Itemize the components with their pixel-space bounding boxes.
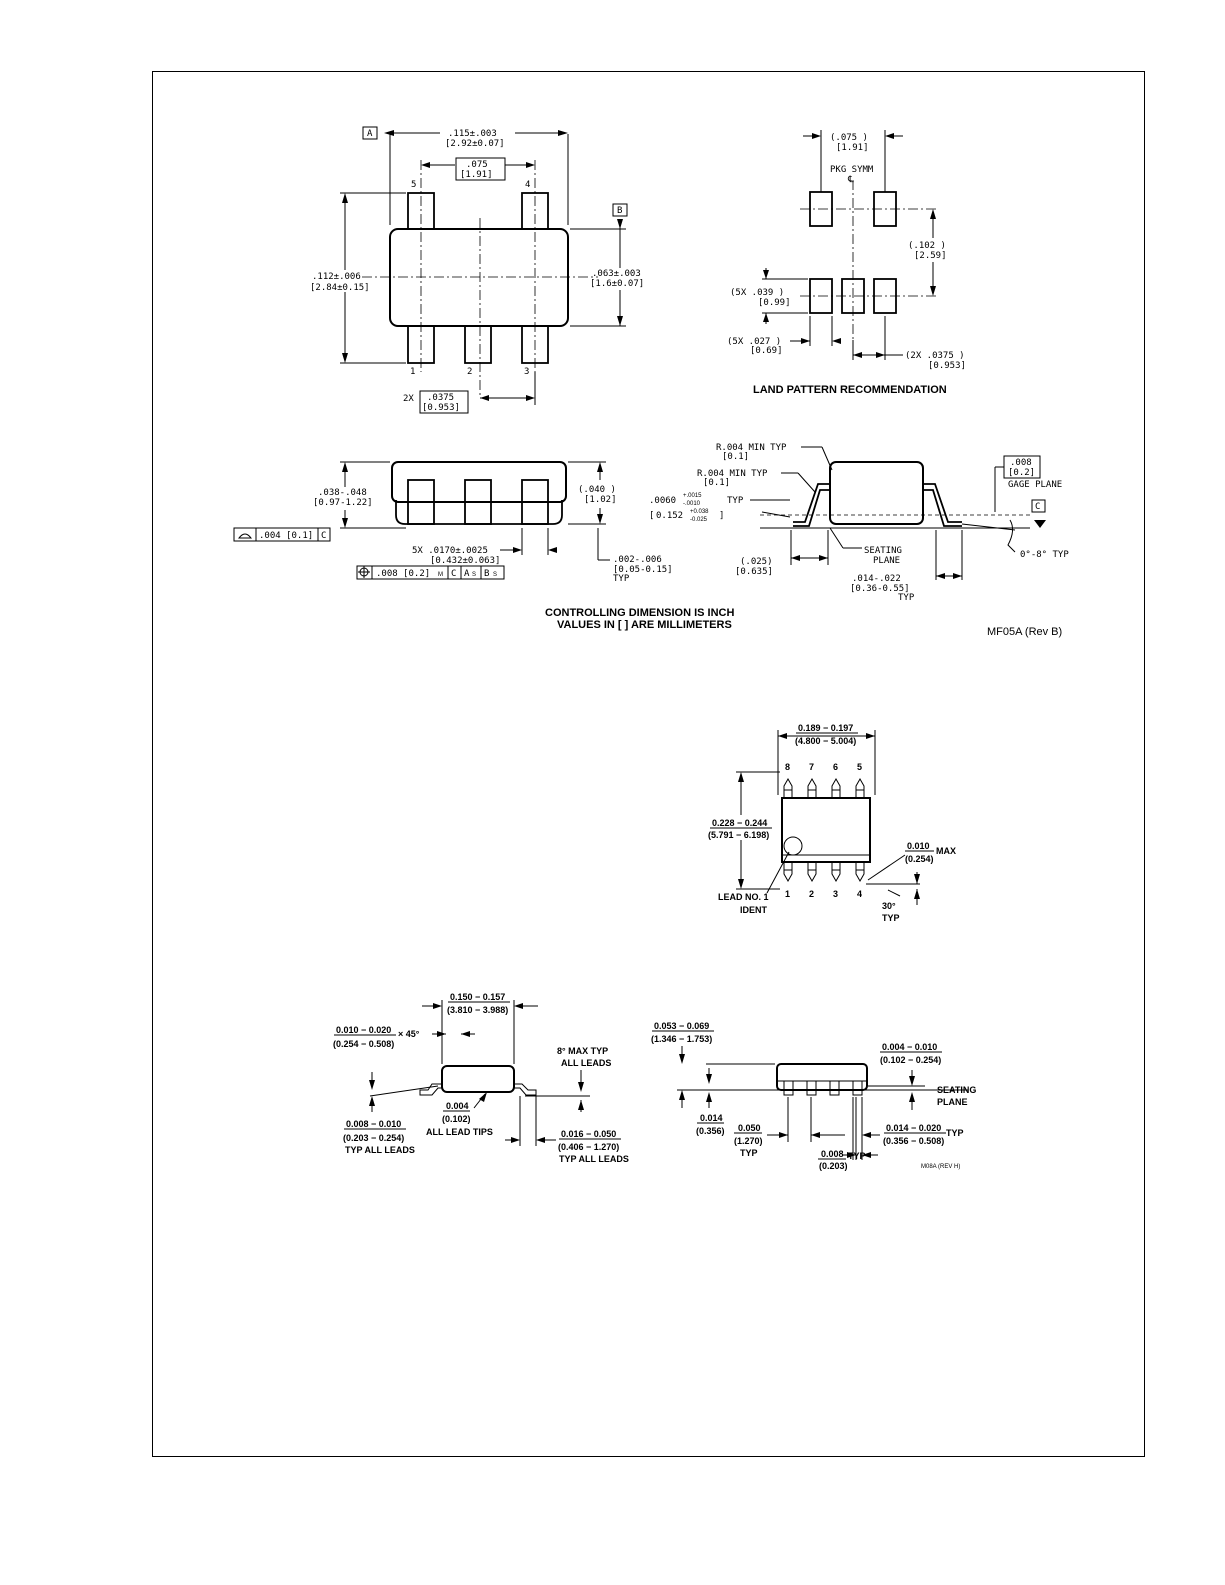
end-len: .014-.022 — [852, 574, 901, 584]
soic-lead1-ident: IDENT — [740, 905, 767, 915]
sot23-pitch: .0375 — [427, 393, 455, 403]
sot23-side-view — [234, 462, 673, 584]
end-lead-t: .0060 — [649, 496, 677, 506]
soic-foot-label: TYP ALL LEADS — [559, 1154, 629, 1164]
pin-5: 5 — [411, 180, 417, 190]
sot23-body-w-mm: [1.6±0.07] — [590, 279, 645, 289]
soic-chamfer-mm: (0.254 − 0.508) — [333, 1039, 395, 1049]
land-pad-len: (5X .039 ) — [730, 288, 785, 298]
soic-lt-mm: (0.203) — [819, 1161, 848, 1171]
soic-end-w: 0.150 − 0.157 — [450, 992, 506, 1002]
end-lead-t-mm: 0.152 — [656, 511, 684, 521]
end-len-typ: TYP — [898, 593, 915, 603]
sot23-rev: MF05A (Rev B) — [987, 626, 1063, 638]
soic-width-mm: (5.791 − 6.198) — [708, 830, 770, 840]
soic-seat1: SEATING — [937, 1085, 977, 1095]
soic-end-w-mm: (3.810 − 3.988) — [447, 1005, 509, 1015]
datum-c: C — [1035, 502, 1041, 512]
sot23-body-w: .063±.003 — [592, 269, 641, 279]
soic-lead-angle2: ALL LEADS — [561, 1058, 612, 1068]
soic-pin-8: 8 — [785, 762, 791, 772]
soic-side-h-mm: (1.346 − 1.753) — [651, 1034, 713, 1044]
pin-3: 3 — [524, 367, 530, 377]
pin-4: 4 — [525, 180, 531, 190]
soic-ang-typ: TYP — [882, 913, 900, 923]
pin-1: 1 — [410, 367, 416, 377]
soic-foot-mm: (0.406 − 1.270) — [558, 1142, 620, 1152]
soic-side-p: 0.014 — [700, 1113, 723, 1123]
end-len-mm: [0.36-0.55] — [850, 584, 910, 594]
land-pitch2: (.075 ) — [830, 133, 868, 143]
mod-s2: S — [493, 572, 498, 578]
sot23-height: .112±.006 — [312, 272, 361, 282]
end-r2: R.004 MIN TYP — [697, 469, 768, 479]
land-pad-pitch-mm: [0.953] — [928, 361, 966, 371]
end-foot: (.025) — [740, 557, 773, 567]
soic-max-mm: (0.254) — [905, 854, 934, 864]
mod-s: S — [472, 572, 477, 578]
end-typ: TYP — [727, 496, 744, 506]
end-gage-label: GAGE PLANE — [1008, 480, 1063, 490]
soic-lw: 0.014 − 0.020 — [886, 1123, 942, 1133]
soic-bottom-pins — [784, 862, 864, 881]
soic-side-view — [651, 1021, 976, 1171]
soic-pitch-mm: (1.270) — [734, 1136, 763, 1146]
end-lead-t-up: +.0015 — [683, 493, 702, 499]
sot23-standoff: .002-.006 — [613, 555, 662, 565]
soic-lead1: LEAD NO. 1 — [718, 892, 769, 902]
datum-b: B — [617, 206, 623, 216]
datum-c-ref: C — [321, 531, 327, 541]
land-pad-w-mm: [0.69] — [750, 346, 783, 356]
end-r1-mm: [0.1] — [722, 452, 750, 462]
mod-b: B — [484, 569, 490, 579]
end-gage: .008 — [1010, 458, 1032, 468]
sot23-width: .115±.003 — [448, 129, 497, 139]
pkg-symm: PKG SYMM — [830, 165, 874, 175]
sot23-standoff-mm: [0.05-0.15] — [613, 565, 673, 575]
land-row-span: (.102 ) — [908, 241, 946, 251]
soic-tip-mm: (0.102) — [442, 1114, 471, 1124]
soic-pin-6: 6 — [833, 762, 839, 772]
soic-width: 0.228 − 0.244 — [712, 818, 768, 828]
sot23-position: .008 [0.2] — [376, 569, 431, 579]
soic-lw-mm: (0.356 − 0.508) — [883, 1136, 945, 1146]
end-foot-mm: [0.635] — [735, 567, 773, 577]
sot23-pitch-mm: [0.953] — [422, 403, 460, 413]
soic-len-mm: (4.800 − 5.004) — [795, 736, 857, 746]
sot23-lead-2 — [465, 326, 491, 363]
land-pattern — [727, 130, 966, 396]
bracket-close: ] — [719, 511, 725, 521]
soic-pin-2: 2 — [809, 889, 815, 899]
end-seating1: SEATING — [864, 546, 902, 556]
soic-pitch: 0.050 — [738, 1123, 761, 1133]
soic-lead-angle: 8° MAX TYP — [557, 1046, 609, 1056]
sot23-pitch2-mm: [1.91] — [460, 170, 493, 180]
land-pad-w: (5X .027 ) — [727, 337, 782, 347]
soic-foot: 0.016 − 0.050 — [561, 1129, 617, 1139]
mod-m: M — [438, 572, 443, 578]
sot23-pitch-2x: 2X — [403, 394, 414, 404]
end-r1: R.004 MIN TYP — [716, 443, 787, 453]
sot23-flat-mm: [1.02] — [584, 495, 617, 505]
soic-chamfer: 0.010 − 0.020 — [336, 1025, 392, 1035]
sot23-standoff-typ: TYP — [613, 574, 630, 584]
mod-c: C — [451, 569, 457, 579]
sot23-thk-mm: [0.97-1.22] — [313, 498, 373, 508]
sot23-body — [390, 229, 568, 326]
soic-pin-4: 4 — [857, 889, 863, 899]
land-caption: LAND PATTERN RECOMMENDATION — [753, 384, 947, 396]
soic-lt-typ: TYP — [848, 1151, 866, 1161]
sot23-coplanarity: .004 [0.1] — [259, 531, 314, 541]
sot23-lead-w: 5X .0170±.0025 — [412, 546, 488, 556]
end-r2-mm: [0.1] — [703, 478, 731, 488]
sot23-top-view — [310, 127, 644, 413]
soic-pitch-typ: TYP — [740, 1148, 758, 1158]
end-lead-t-mm-dn: -0.025 — [690, 517, 708, 523]
land-pad-len-mm: [0.99] — [758, 298, 791, 308]
caption-inch: CONTROLLING DIMENSION IS INCH — [545, 607, 735, 619]
mod-a: A — [464, 569, 470, 579]
soic-seat2: PLANE — [937, 1097, 968, 1107]
sot23-thk: .038-.048 — [318, 488, 367, 498]
soic-pin-3: 3 — [833, 889, 839, 899]
soic-max-label: MAX — [936, 846, 956, 856]
sot23-width-mm: [2.92±0.07] — [445, 139, 505, 149]
soic-side-so-mm: (0.102 − 0.254) — [880, 1055, 942, 1065]
sot23-pitch2: .075 — [466, 160, 488, 170]
end-lead-t-dn: -.0010 — [683, 501, 701, 507]
sot23-height-mm: [2.84±0.15] — [310, 283, 370, 293]
end-seating2: PLANE — [873, 556, 901, 566]
land-row-span-mm: [2.59] — [914, 251, 947, 261]
pkg-symm-cl: ℄ — [848, 175, 854, 185]
soic-tip-label: ALL LEAD TIPS — [426, 1127, 493, 1137]
soic-lt-label: TYP ALL LEADS — [345, 1145, 415, 1155]
soic-lt-mm: (0.203 − 0.254) — [343, 1133, 405, 1143]
soic-rev: M08A (REV H) — [921, 1164, 961, 1170]
soic-top-pins — [784, 779, 864, 798]
soic-pin-5: 5 — [857, 762, 863, 772]
soic-len: 0.189 − 0.197 — [798, 723, 854, 733]
datum-a: A — [367, 129, 373, 139]
soic-ang: 30° — [882, 901, 896, 911]
bracket-open: [ — [649, 511, 655, 521]
pin-2: 2 — [467, 367, 473, 377]
sot23-end-view — [649, 443, 1069, 603]
end-gage-mm: [0.2] — [1008, 468, 1036, 478]
land-pitch2-mm: [1.91] — [836, 143, 869, 153]
soic-side-h: 0.053 − 0.069 — [654, 1021, 710, 1031]
soic-top-view — [708, 723, 956, 923]
land-pad-pitch: (2X .0375 ) — [905, 351, 965, 361]
end-lead-t-mm-up: +0.038 — [690, 509, 709, 515]
sot23-flat: (.040 ) — [578, 485, 616, 495]
soic-pin-1: 1 — [785, 889, 791, 899]
soic-side-so: 0.004 − 0.010 — [882, 1042, 938, 1052]
soic-lt: 0.008 — [821, 1149, 844, 1159]
caption-mm: VALUES IN [ ] ARE MILLIMETERS — [557, 619, 732, 631]
sot23-lead-w-mm: [0.432±0.063] — [430, 556, 501, 566]
soic-pin-7: 7 — [809, 762, 815, 772]
soic-tip: 0.004 — [446, 1101, 469, 1111]
soic-end-view — [333, 992, 629, 1164]
soic-max: 0.010 — [907, 841, 930, 851]
soic-lw-typ: TYP — [946, 1128, 964, 1138]
soic-chamfer-x: × 45° — [398, 1029, 420, 1039]
end-angle: 0°-8° TYP — [1020, 550, 1069, 560]
soic-lt: 0.008 − 0.010 — [346, 1119, 402, 1129]
soic-side-p-mm: (0.356) — [696, 1126, 725, 1136]
